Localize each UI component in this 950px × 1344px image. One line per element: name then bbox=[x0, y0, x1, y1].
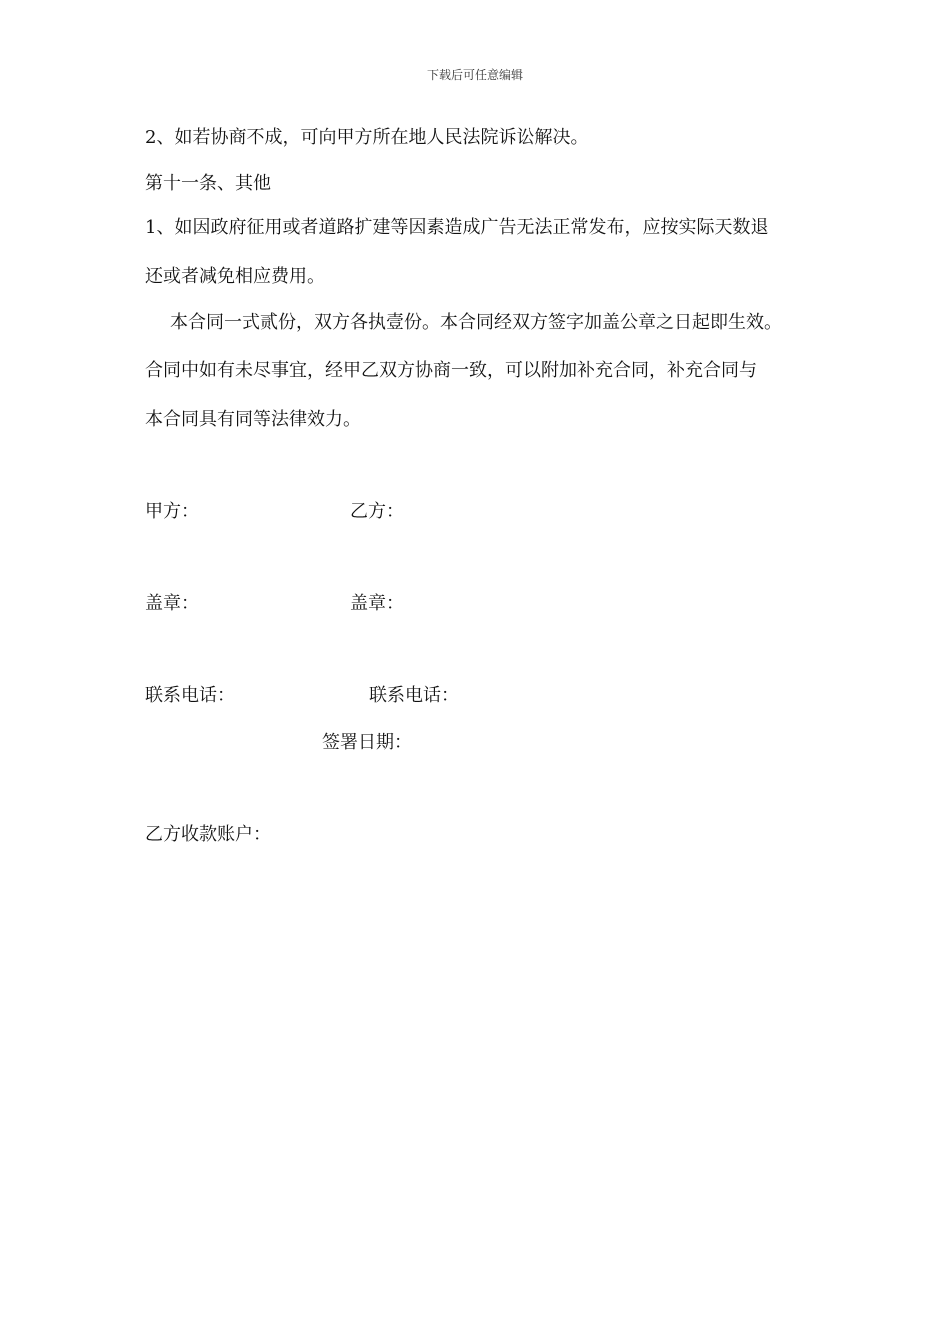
sign-date-label: 签署日期： bbox=[322, 732, 412, 753]
party-b-label: 乙方： bbox=[350, 501, 404, 522]
section-heading: 第十一条、其他 bbox=[145, 173, 271, 194]
seal-b-label: 盖章： bbox=[350, 593, 404, 614]
clause-text: 1、如因政府征用或者道路扩建等因素造成广告无法正常发布，应按实际天数退 bbox=[145, 217, 769, 238]
paragraph-text: 本合同一式贰份，双方各执壹份。本合同经双方签字加盖公章之日起即生效。 bbox=[170, 312, 782, 333]
clause-text: 还或者减免相应费用。 bbox=[145, 266, 325, 287]
page-header: 下载后可任意编辑 bbox=[426, 68, 523, 82]
phone-b-label: 联系电话： bbox=[369, 685, 459, 706]
paragraph-text: 本合同具有同等法律效力。 bbox=[145, 409, 361, 430]
phone-a-label: 联系电话： bbox=[145, 685, 235, 706]
clause-text: 2、如若协商不成，可向甲方所在地人民法院诉讼解决。 bbox=[145, 127, 589, 148]
paragraph-text: 合同中如有未尽事宜，经甲乙双方协商一致，可以附加补充合同，补充合同与 bbox=[145, 360, 757, 381]
account-label: 乙方收款账户： bbox=[145, 824, 271, 845]
seal-a-label: 盖章： bbox=[145, 593, 199, 614]
party-a-label: 甲方： bbox=[145, 501, 199, 522]
